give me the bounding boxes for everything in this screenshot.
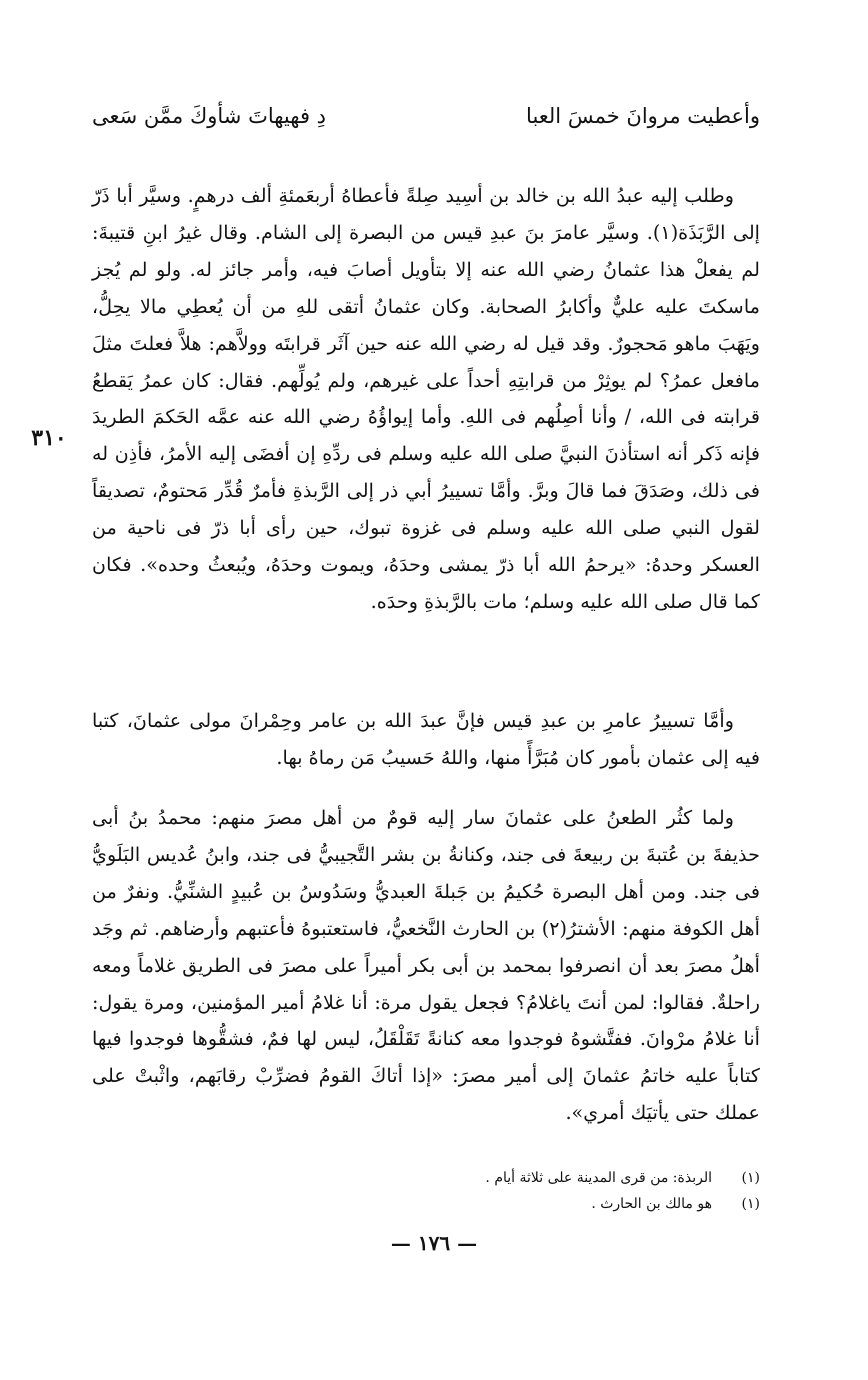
footnote-text: الربذة: من قرى المدينة على ثلاثة أيام .: [485, 1170, 712, 1186]
paragraph-text: وطلب إليه عبدُ الله بن خالد بن أسِيد صِلةً فأعطاهُ أربعَمئةِ ألف درهمٍ. وسيَّر أبا ذَرّ إلى الرَّبَذَة(١). وسيَّر عامرَ بنَ عبدِ قيس من البصرة إلى الشام. وقال غيرُ ابنِ قتيبةَ: لم يفعلْ هذا عثمانُ رضي الله عنه إلا بتأويل أصابَ فيه، وأمر جائز له. ولو لم يُجز ماسكتَ عليه عليٌّ وأكابرُ الصحابة. وكان عثمانُ أتقى للهِ من أن يُعطِي مالا يحِلُّ، ويَهَبَ ماهو مَحجورٌ. وقد قيل له رضي الله عنه حين آثَر قرابتَه وولاَّهم: هلاَّ فعلتَ مثلَ مافعل عمرُ؟ لم يوثِرْ من قرابتِهِ أحداً على غيرهم، ولم يُولِّهم. فقال: كان عمرُ يَقطعُ قرابته فى الله، / وأنا أصِلُهم فى اللهِ. وأما إيواؤُهُ رضي الله عنه عمَّه الحَكمَ الطريدَ فإنه ذَكر أنه استأذنَ النبيَّ صلى الله عليه وسلم فى ردِّهِ إن أفضَى إليه الأمرُ، فأذِن له فى ذلك، وصَدَقَ فما قالَ وبرَّ. وأمَّا تسييرُ أبي ذر إلى الرَّبذةِ فأمرٌ قُدِّر مَحتومٌ، تصديقاً لقول النبي صلى الله عليه وسلم فى غزوة تبوك، حين رأى أبا ذرّ فى ناحية من العسكر وحدهُ: «يرحمُ الله أبا ذرّ يمشى وحدَهُ، ويموت وحدَهُ، ويُبعثُ وحده». فكان كما قال صلى الله عليه وسلم؛ مات بالرَّبذةِ وحدَه.: [92, 184, 761, 613]
page-number: — ١٧٦ —: [390, 1231, 478, 1255]
body-paragraph-3: [92, 800, 760, 1132]
paragraph-text: ولما كثُر الطعنُ على عثمانَ سار إليه قومٌ من أهل مصرَ منهم: محمدُ بنُ أبى حذيفةَ بن عُتبةَ بن ربيعةَ فى جند، وكنانةُ بن بشر التَّجيبيُّ فى جند، وابنُ عُديس البَلَويُّ فى جند. ومن أهل البصرة حُكيمُ بن جَبلةَ العبديُّ وسَدُوسُ بن عُبيدٍ الشنِّيُّ. ونفرٌ من أهل الكوفة منهم: الأشترُ(٢) بن الحارث النَّخعيُّ، فاستعتبوهُ فأعتبهم وأرضاهم. ثم وجَد أهلُ مصرَ بعد أن انصرفوا بمحمد بن أبى بكر أميراً على مصرَ فى الطريق غلاماً ومعه راحلةٌ. فقالوا: لمن أنتَ ياغلامُ؟ فجعل يقول مرة: أنا غلامُ أمير المؤمنين، ومرة يقول: أنا غلامُ مرْوانَ. ففتَّشوهُ فوجدوا معه كنانةً تَقَلْقَلُ، ليس لها فمٌ، فشقُّوها فوجدوا فيها كتاباً عليه خاتمُ عثمانَ إلى أمير مصرَ: «إذا أتاكَ القومُ فضرِّبْ رقابَهم، واثْبتْ على عملك حتى يأتيَك أمري».: [92, 806, 760, 1125]
footnote-text: هو مالك بن الحارث .: [591, 1196, 712, 1212]
poetry-verse: [92, 98, 760, 134]
verse-second-hemistich: دِ فهيهاتَ شأوكَ ممَّن سَعى: [92, 104, 327, 128]
verse-first-hemistich: وأعطيت مروانَ خمسَ العبا: [526, 104, 760, 128]
footnote-number: (١): [741, 1196, 760, 1212]
paragraph-text: وأمَّا تسييرُ عامرِ بن عبدِ قيس فإنَّ عبدَ الله بن عامر وحِمْرانَ مولى عثمانَ، كتبا فيه إلى عثمان بأمور كان مُبَرَّأً منها، واللهُ حَسيبُ مَن رماهُ بها.: [92, 709, 760, 769]
margin-page-reference: ٣١٠: [31, 425, 67, 451]
footnotes: [300, 1165, 760, 1217]
body-paragraph-1: [92, 178, 760, 621]
footnote-1: [300, 1165, 760, 1191]
footnote-number: (١): [741, 1170, 760, 1186]
body-paragraph-2: [92, 703, 760, 777]
footnote-2: [300, 1191, 760, 1217]
